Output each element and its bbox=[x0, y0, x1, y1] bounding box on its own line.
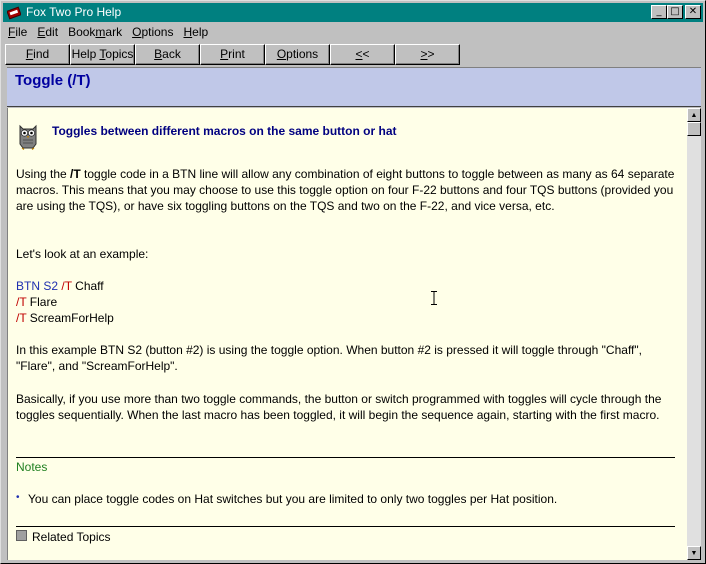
text-cursor-icon bbox=[431, 291, 437, 305]
window-controls bbox=[651, 5, 701, 19]
menu-help[interactable]: Help bbox=[183, 25, 209, 39]
paragraph-example-explanation: In this example BTN S2 (button #2) is using the toggle option. When button #2 is pressed it will toggle through "Chaff", "Flare", and "ScreamForHelp". bbox=[16, 343, 642, 373]
browse-previous-button[interactable]: << bbox=[330, 44, 395, 65]
help-toolbar bbox=[5, 44, 460, 66]
back-button[interactable]: Back bbox=[135, 44, 200, 65]
scroll-up-button[interactable]: ▲ bbox=[687, 108, 701, 122]
menu-bar bbox=[3, 23, 703, 42]
menu-edit[interactable]: Edit bbox=[37, 25, 59, 39]
topic-header bbox=[7, 67, 701, 107]
options-button[interactable]: Options bbox=[265, 44, 330, 65]
code-line-2: /T Flare bbox=[16, 295, 58, 309]
title-bar[interactable] bbox=[3, 3, 703, 22]
browse-next-button[interactable]: >> bbox=[395, 44, 460, 65]
scroll-down-button[interactable]: ▼ bbox=[687, 546, 701, 560]
paragraph-cycle-explanation: Basically, if you use more than two toggle commands, the button or switch programmed with toggles will cycle through the toggles sequentially. When the last macro has been toggled, it will begin the sequence again, starting with the first macro. bbox=[16, 392, 662, 422]
note-item: You can place toggle codes on Hat switches but you are limited to only two toggles per Hat position. bbox=[28, 492, 558, 506]
paragraph-intro: Using the /T toggle code in a BTN line will allow any combination of eight buttons to toggle between as many as 64 separate macros. This means that you may choose to use this toggle option on four F-22 buttons and four TQS buttons (provided you are using the TQS), or have six toggling buttons on the TQS and two on the F-22, and vice versa, etc. bbox=[16, 167, 675, 213]
menu-options[interactable]: Options bbox=[132, 25, 174, 39]
vertical-scrollbar[interactable] bbox=[687, 108, 701, 560]
topic-heading: Toggles between different macros on the same button or hat bbox=[52, 124, 397, 138]
maximize-button[interactable]: □ bbox=[667, 5, 683, 19]
paragraph-example-intro: Let's look at an example: bbox=[16, 247, 149, 261]
menu-file[interactable]: File bbox=[8, 25, 28, 39]
related-topics-button[interactable] bbox=[16, 530, 27, 541]
help-topics-button[interactable]: Help Topics bbox=[70, 44, 135, 65]
topic-title: Toggle (/T) bbox=[15, 72, 91, 89]
code-line-3: /T ScreamForHelp bbox=[16, 311, 114, 325]
note-bullet: • bbox=[16, 492, 20, 503]
divider-notes bbox=[16, 457, 675, 458]
code-line-1: BTN S2 /T Chaff bbox=[16, 279, 104, 293]
toggle-code: /T bbox=[70, 167, 81, 181]
close-button[interactable]: ✕ bbox=[685, 5, 701, 19]
topic-content[interactable] bbox=[7, 108, 687, 560]
window-title: Fox Two Pro Help bbox=[26, 5, 122, 19]
notes-heading: Notes bbox=[16, 460, 48, 474]
minimize-button[interactable]: _ bbox=[651, 5, 667, 19]
related-topics-label[interactable]: Related Topics bbox=[32, 530, 111, 544]
scroll-thumb[interactable] bbox=[687, 122, 701, 136]
menu-bookmark[interactable]: Bookmark bbox=[68, 25, 123, 39]
help-book-icon[interactable] bbox=[6, 5, 22, 21]
print-button[interactable]: Print bbox=[200, 44, 265, 65]
find-button[interactable]: Find bbox=[5, 44, 70, 65]
owl-icon bbox=[16, 122, 40, 150]
divider-related bbox=[16, 526, 675, 527]
